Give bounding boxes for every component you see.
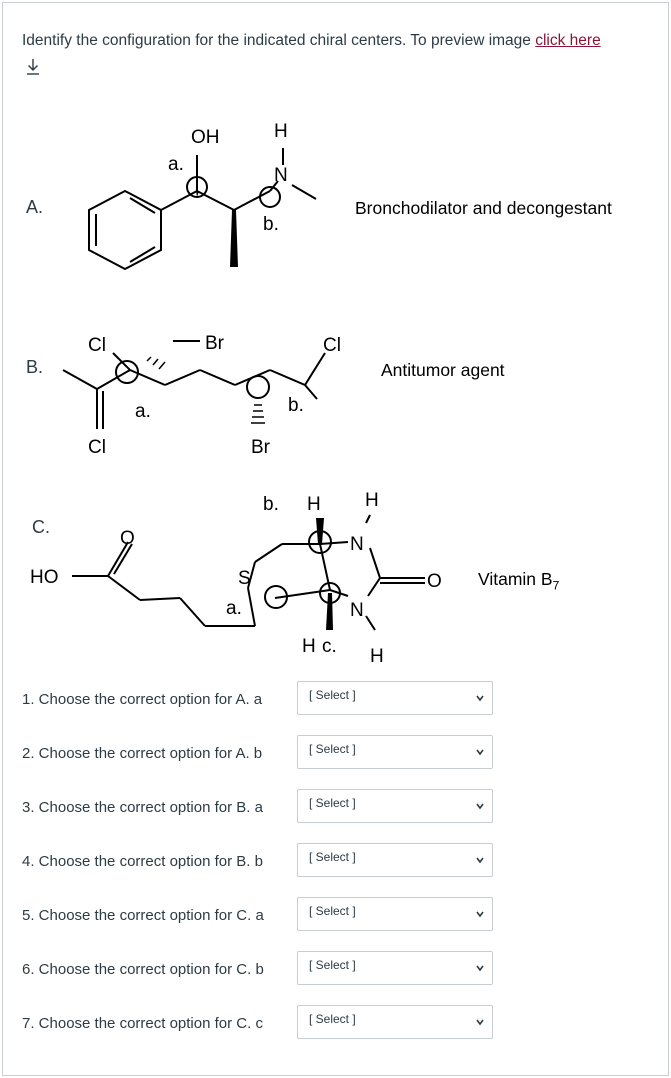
svg-text:b.: b. xyxy=(288,395,304,416)
svg-text:b.: b. xyxy=(263,214,279,235)
chevron-down-icon xyxy=(476,802,484,810)
question-6-select[interactable] xyxy=(297,951,493,985)
molecule-a-description: Bronchodilator and decongestant xyxy=(355,198,612,218)
select-placeholder: [ Select ] xyxy=(309,796,356,810)
chevron-down-icon xyxy=(476,694,484,702)
svg-text:OH: OH xyxy=(191,127,220,148)
question-7-select[interactable] xyxy=(297,1005,493,1039)
download-icon[interactable] xyxy=(26,58,40,76)
molecule-c-structure xyxy=(30,480,470,670)
molecule-c-label: C. xyxy=(32,517,50,537)
svg-text:Cl: Cl xyxy=(88,335,106,356)
svg-text:Br: Br xyxy=(251,437,270,458)
question-1-text: 1. Choose the correct option for A. a xyxy=(22,691,263,708)
question-5-select[interactable] xyxy=(297,897,493,931)
molecule-a-label: A. xyxy=(26,197,44,217)
svg-text:a.: a. xyxy=(168,154,184,175)
question-2-text: 2. Choose the correct option for A. b xyxy=(22,745,263,762)
molecule-b-label: B. xyxy=(26,357,44,377)
prompt-text: Identify the configuration for the indicated chiral centers. To preview image xyxy=(22,32,536,49)
svg-text:H: H xyxy=(274,121,288,142)
question-5-text: 5. Choose the correct option for C. a xyxy=(22,907,264,924)
svg-text:O: O xyxy=(427,571,442,592)
svg-text:N: N xyxy=(274,165,288,186)
select-placeholder: [ Select ] xyxy=(309,904,356,918)
molecule-b-structure xyxy=(55,325,355,465)
select-placeholder: [ Select ] xyxy=(309,742,356,756)
chevron-down-icon xyxy=(476,856,484,864)
svg-text:Br: Br xyxy=(205,333,224,354)
question-1-select[interactable] xyxy=(297,681,493,715)
svg-text:N: N xyxy=(350,534,364,555)
svg-text:N: N xyxy=(350,600,364,621)
svg-text:Cl: Cl xyxy=(323,335,341,356)
question-4-select[interactable] xyxy=(297,843,493,877)
svg-text:H: H xyxy=(302,636,316,657)
question-6-text: 6. Choose the correct option for C. b xyxy=(22,961,264,978)
svg-text:O: O xyxy=(120,528,135,549)
svg-text:HO: HO xyxy=(30,567,59,588)
chevron-down-icon xyxy=(476,910,484,918)
molecule-b-description: Antitumor agent xyxy=(381,360,505,380)
select-placeholder: [ Select ] xyxy=(309,1012,356,1026)
question-4-text: 4. Choose the correct option for B. b xyxy=(22,853,263,870)
preview-image-link[interactable]: click here xyxy=(535,32,601,49)
chevron-down-icon xyxy=(476,964,484,972)
select-placeholder: [ Select ] xyxy=(309,688,356,702)
question-3-text: 3. Choose the correct option for B. a xyxy=(22,799,263,816)
question-3-select[interactable] xyxy=(297,789,493,823)
question-prompt xyxy=(22,32,601,50)
svg-text:H: H xyxy=(370,646,384,667)
molecule-a-structure xyxy=(60,115,340,275)
molecule-c-description-subscript: 7 xyxy=(552,578,560,593)
svg-text:S: S xyxy=(238,568,251,589)
svg-text:c.: c. xyxy=(322,636,337,657)
svg-text:Cl: Cl xyxy=(88,437,106,458)
question-7-text: 7. Choose the correct option for C. c xyxy=(22,1015,263,1032)
select-placeholder: [ Select ] xyxy=(309,850,356,864)
svg-text:a.: a. xyxy=(135,401,151,422)
svg-text:a.: a. xyxy=(226,598,242,619)
question-2-select[interactable] xyxy=(297,735,493,769)
svg-text:H: H xyxy=(365,490,379,511)
select-placeholder: [ Select ] xyxy=(309,958,356,972)
chevron-down-icon xyxy=(476,1018,484,1026)
molecule-c-description xyxy=(478,569,559,593)
svg-text:H: H xyxy=(307,494,321,515)
svg-text:b.: b. xyxy=(263,494,279,515)
molecule-c-description-text: Vitamin B xyxy=(478,569,553,589)
chevron-down-icon xyxy=(476,748,484,756)
